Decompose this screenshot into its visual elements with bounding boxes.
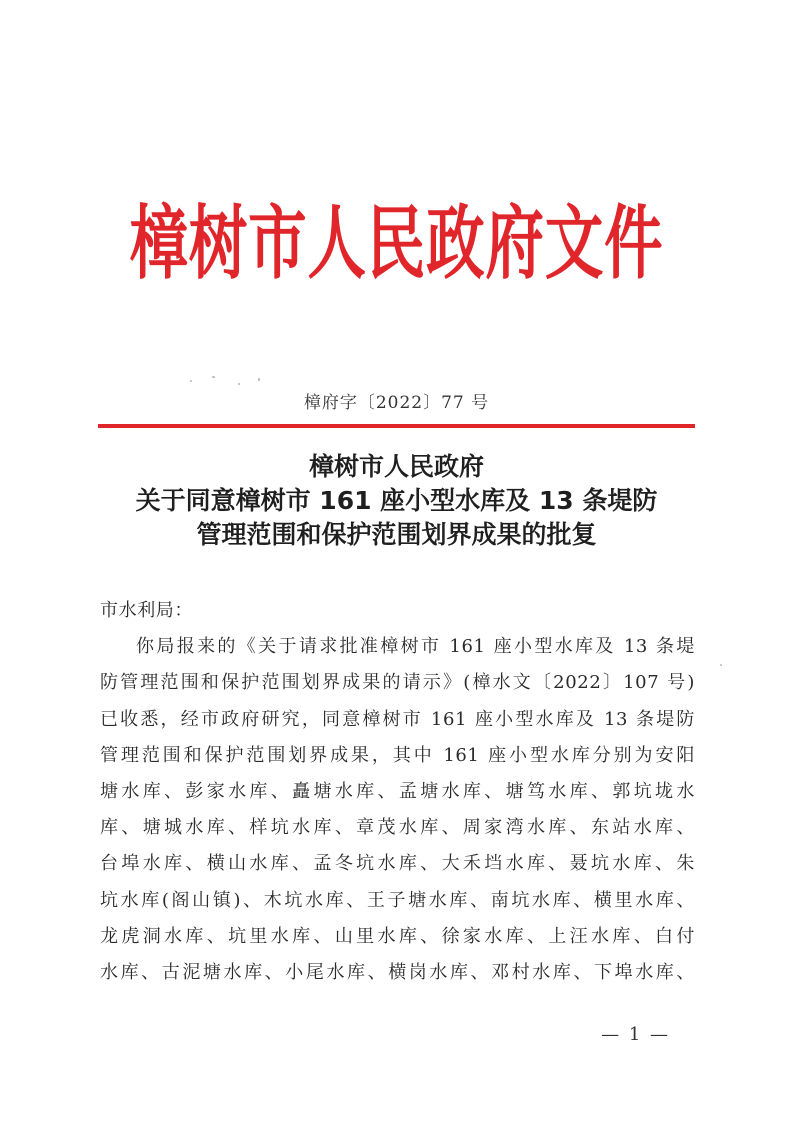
scan-speck [720, 664, 722, 666]
body-line: 龙虎洞水库、坑里水库、山里水库、徐家水库、上汪水库、白付 [100, 925, 695, 947]
red-divider-line [98, 424, 695, 428]
body-line: 管理范围和保护范围划界成果，其中 161 座小型水库分别为安阳 [100, 744, 695, 766]
title-line: 管理范围和保护范围划界成果的批复 [196, 520, 597, 549]
scan-speck [258, 378, 260, 381]
body-line: 塘水库、彭家水库、矗塘水库、孟塘水库、塘笃水库、郭坑垅水 [100, 780, 695, 802]
scan-speck [212, 376, 215, 378]
document-number: 樟府字〔2022〕77 号 [303, 393, 490, 413]
recipient-line: 市水利局： [100, 600, 193, 621]
body-line: 防管理范围和保护范围划界成果的请示》(樟水文〔2022〕107 号) [100, 672, 695, 694]
document-body [100, 593, 695, 991]
body-line: 台埠水库、横山水库、孟冬坑水库、大禾垱水库、聂坑水库、朱 [100, 853, 695, 875]
document-title [0, 450, 793, 552]
body-line: 水库、古泥塘水库、小尾水库、横岗水库、邓村水库、下埠水库、 [100, 961, 695, 983]
title-line: 关于同意樟树市 161 座小型水库及 13 条堤防 [135, 486, 658, 515]
title-line: 樟树市人民政府 [308, 452, 484, 481]
scan-speck [238, 383, 240, 385]
body-line: 库、塘城水库、样坑水库、章茂水库、周家湾水库、东站水库、 [100, 817, 695, 839]
scan-speck [190, 380, 192, 382]
body-line: 你局报来的《关于请求批准樟树市 161 座小型水库及 13 条堤 [136, 636, 695, 658]
body-line: 坑水库(阁山镇)、木坑水库、王子塘水库、南坑水库、横里水库、 [100, 889, 695, 911]
body-line: 已收悉，经市政府研究，同意樟树市 161 座小型水库及 13 条堤防 [100, 708, 695, 730]
masthead-title: 樟树市人民政府文件 [129, 197, 664, 292]
page-number: — 1 — [601, 1024, 670, 1045]
